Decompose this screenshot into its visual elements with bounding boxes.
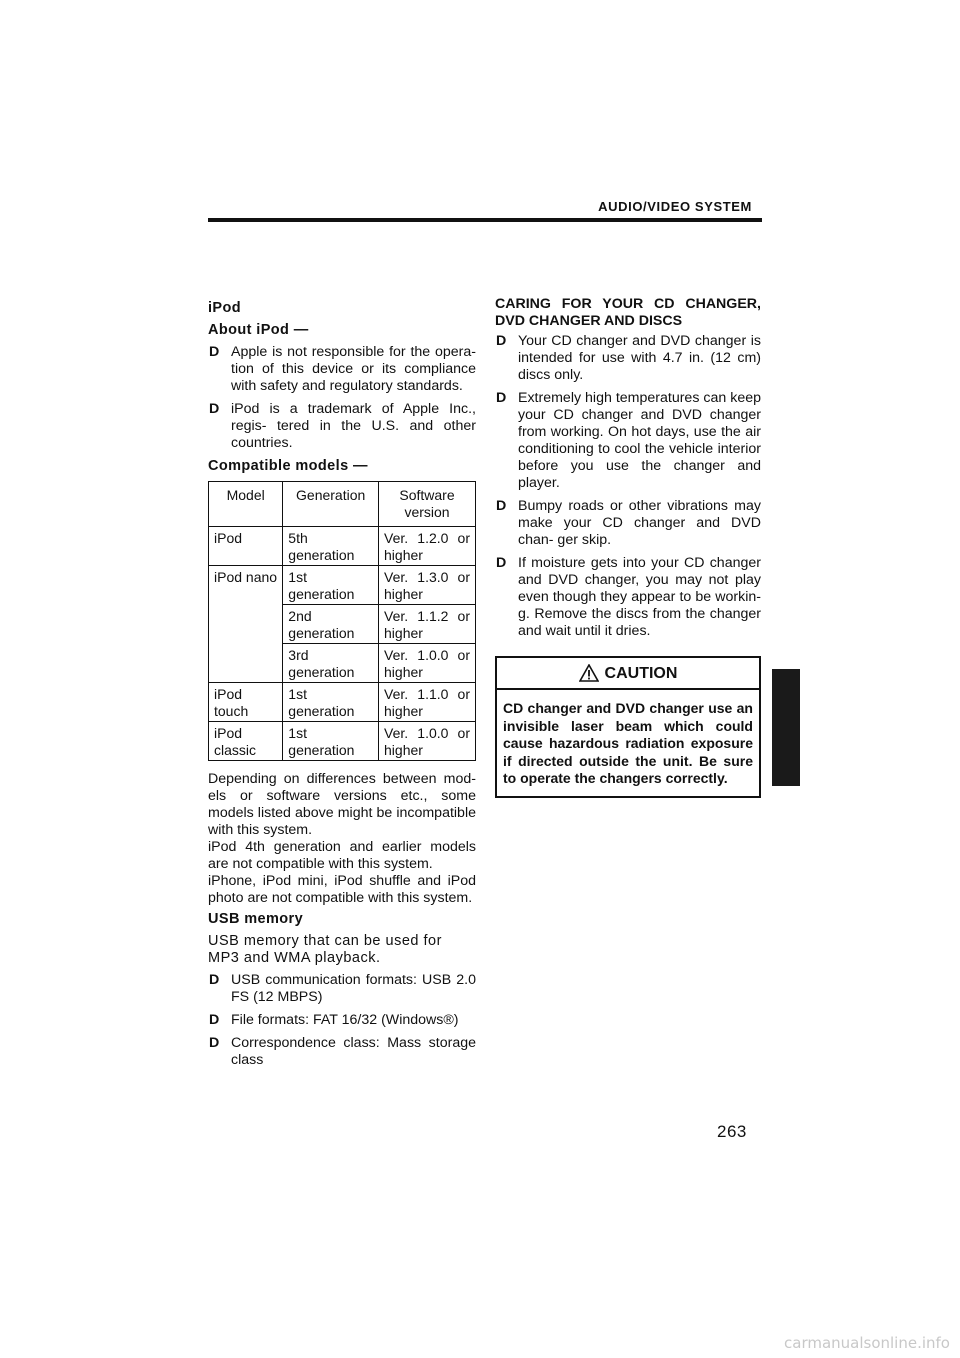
bullet-icon: D [209,1012,220,1028]
section-tab-marker [772,669,800,786]
caution-text: CD changer and DVD changer use an invisible laser beam which could cause hazardous radiation exposure if directed outside the unit. Be sure to operate the changers correctly. [503,700,753,786]
list-item: D Bumpy roads or other vibrations may make your CD changer and DVD chan- ger skip. [496,498,761,548]
compatibility-note: iPhone, iPod mini, iPod shuffle and iPod photo are not compatible with this system. [208,873,476,906]
cell-version: Ver. 1.2.0 or higher [379,527,476,566]
table-row [209,566,476,605]
column-header: Model [209,482,283,527]
watermark-text: carmanualsonline.info [784,1334,950,1352]
list-item: D USB communication formats: USB 2.0 FS (12 MBPS) [209,972,476,1005]
compatible-models-table [208,481,476,761]
cell-generation: 5th generation [283,527,379,566]
cell-generation: 2nd generation [283,605,379,644]
caring-list [495,333,761,640]
about-ipod-heading: About iPod — [208,322,309,338]
cell-model: iPod nano [209,566,283,683]
compatibility-note: Depending on differences between mod- els or software versions etc., some models listed above might be incompatible with this system. [208,771,476,838]
caution-box [495,656,761,798]
right-column [495,296,761,798]
cell-model: iPod touch [209,683,283,722]
table-row [209,722,476,761]
table-header-row [209,482,476,527]
column-header: Software version [379,482,476,527]
header-rule [208,218,762,222]
usb-memory-heading: USB memory [208,911,304,927]
list-item: D File formats: FAT 16/32 (Windows®) [209,1012,459,1028]
list-item: D If moisture gets into your CD changer and DVD changer, you may not play even though they appear to be workin- g. Remove the discs from the changer and wait until it dries. [496,555,761,639]
list-item: D iPod is a trademark of Apple Inc., regis- tered in the U.S. and other countries. [209,401,476,451]
cell-generation: 1st generation [283,722,379,761]
section-header-title: AUDIO/VIDEO SYSTEM [598,199,752,214]
page-number: 263 [717,1122,747,1141]
bullet-icon: D [496,498,507,514]
cell-version: Ver. 1.0.0 or higher [379,644,476,683]
list-item: D Apple is not responsible for the opera- tion of this device or its compliance with safety and regulatory standards. [209,344,476,394]
left-column [208,296,476,1075]
warning-triangle-icon [579,664,599,682]
cell-generation: 3rd generation [283,644,379,683]
bullet-icon: D [209,972,220,988]
cell-version: Ver. 1.3.0 or higher [379,566,476,605]
cell-version: Ver. 1.0.0 or higher [379,722,476,761]
bullet-icon: D [496,555,507,571]
cell-generation: 1st generation [283,566,379,605]
compatibility-note: iPod 4th generation and earlier models are not compatible with this system. [208,839,476,872]
list-item: D Extremely high temperatures can keep your CD changer and DVD changer from working. On hot days, use the air conditioning to cool the vehicle interior before you use the changer and player. [496,390,761,491]
table-row [209,683,476,722]
about-ipod-list [208,344,476,452]
column-header: Generation [283,482,379,527]
bullet-icon: D [496,390,507,406]
table-row [209,527,476,566]
caution-label: CAUTION [604,664,678,682]
list-item: D Your CD changer and DVD changer is intended for use with 4.7 in. (12 cm) discs only. [496,333,761,383]
usb-memory-subheading: USB memory that can be used for MP3 and WMA playback. [208,933,442,966]
cell-model: iPod classic [209,722,283,761]
cell-version: Ver. 1.1.0 or higher [379,683,476,722]
bullet-icon: D [496,333,507,349]
ipod-heading: iPod [208,300,242,316]
bullet-icon: D [209,1035,220,1051]
usb-memory-list [208,972,476,1069]
bullet-icon: D [209,401,220,417]
caring-heading: CARING FOR YOUR CD CHANGER, DVD CHANGER AND DISCS [495,296,761,329]
compatible-models-heading: Compatible models — [208,458,368,474]
list-item: D Correspondence class: Mass storage class [209,1035,476,1068]
caution-header [497,658,759,690]
cell-version: Ver. 1.1.2 or higher [379,605,476,644]
cell-model: iPod [209,527,283,566]
bullet-icon: D [209,344,220,360]
cell-generation: 1st generation [283,683,379,722]
